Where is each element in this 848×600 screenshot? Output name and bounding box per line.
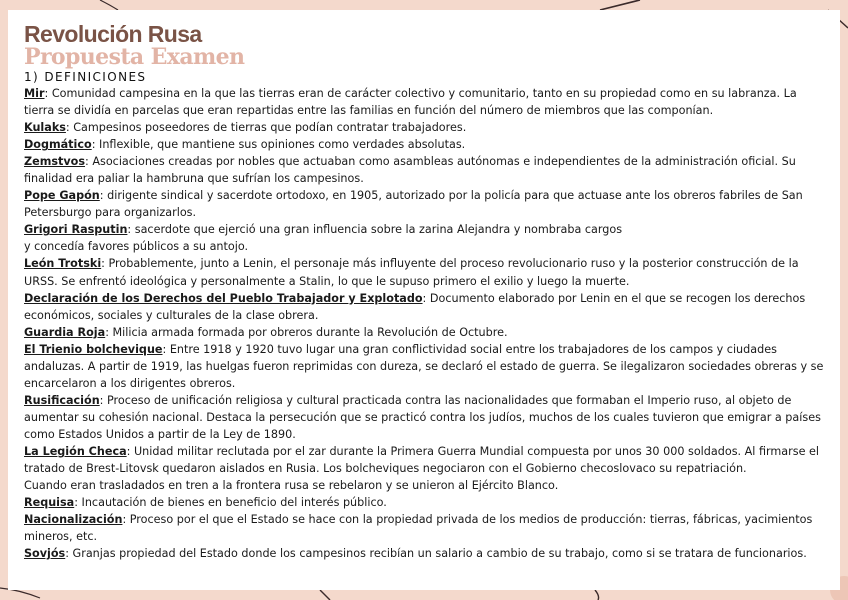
definition-text: : Milicia armada formada por obreros durante la Revolución de Octubre. (105, 325, 508, 339)
definition-text: : Granjas propiedad del Estado donde los campesinos recibían un salario a cambio de su trabajo, como si se tratara de funcionarios. (65, 547, 807, 561)
definition-term: Declaración de los Derechos del Pueblo Trabajador y Explotado (24, 291, 423, 305)
page-subtitle: Propuesta Examen (24, 44, 245, 70)
definition-text: : Campesinos poseedores de tierras que podían contratar trabajadores. (65, 121, 467, 135)
definition-text: : Comunidad campesina en la que las tierras eran de carácter colectivo y comunitario, tanto en su propiedad como en su labranza. La tierra se dividía en parcelas que eran repartidas entre las familias en función del número de miembros que las componían. (24, 87, 797, 118)
definition-text: : Probablemente, junto a Lenin, el personaje más influyente del proceso revolucionario ruso y la posterior construcción de la URSS. Se enfrentó ideológica y personalmente a Stalin, lo que le supuso primero el exilio y luego la muerte. (24, 257, 799, 288)
definition-text: : Incautación de bienes en beneficio del interés público. (74, 496, 387, 510)
definitions-list (24, 85, 828, 562)
definition-zemstvos (24, 153, 828, 187)
definition-text: : Unidad militar reclutada por el zar durante la Primera Guerra Mundial compuesta por unos 30 000 soldados. Al firmarse el tratado de Brest-Litovsk quedaron aislados en Rusia. Los bolcheviques negociaron con el Gobierno checoslovaco su repatriación. (24, 444, 820, 476)
definition-term: La Legión Checa (24, 444, 127, 458)
definition-leon-trotski (24, 255, 828, 289)
definition-text: : Documento elaborado por Lenin en el que se recogen los derechos económicos, sociales y culturales de la clase obrera. (24, 291, 806, 322)
definition-term: León Trotski (24, 257, 102, 271)
definition-requisa (24, 494, 828, 511)
definition-text: : sacerdote que ejerció una gran influencia sobre la zarina Alejandra y nombraba cargos (127, 223, 623, 237)
document-page (8, 10, 840, 590)
page-title: Revolución Rusa (24, 21, 202, 47)
definition-text-continued: Cuando eran trasladados en tren a la frontera rusa se rebelaron y se unieron al Ejército Blanco. (24, 479, 559, 493)
definition-sovjos (24, 545, 828, 562)
definition-legion-checa (24, 443, 828, 494)
definition-grigori-rasputin (24, 221, 828, 255)
definition-nacionalizacion (24, 511, 828, 545)
definition-text: : Proceso de unificación religiosa y cultural practicada contra las nacionalidades que formaban el Imperio ruso, al objeto de aumentar su cohesión nacional. Destaca la persecución que se practicó contra los judíos, muchos de los cuales tuvieron que emigrar a países como Estados Unidos a partir de la Ley de 1890. (24, 393, 821, 441)
definition-term: Requisa (24, 496, 75, 510)
definition-trienio-bolchevique (24, 341, 828, 392)
definition-guardia-roja (24, 324, 828, 341)
definition-term: Zemstvos (24, 155, 86, 169)
definition-text: : Asociaciones creadas por nobles que actuaban como asambleas autónomas e independientes de la administración oficial. Su finalidad era paliar la hambruna que sufrían los campesinos. (24, 155, 796, 186)
definition-rusificacion (24, 392, 828, 443)
definition-mir (24, 85, 828, 119)
definition-text: : Inflexible, que mantiene sus opiniones como verdades absolutas. (91, 138, 466, 152)
definition-term: El Trienio bolchevique (24, 342, 163, 356)
definition-text: : dirigente sindical y sacerdote ortodoxo, en 1905, autorizado por la policía para que actuase ante los obreros fabriles de San Petersburgo para organizarlos. (24, 189, 803, 220)
definition-term: Kulaks (24, 121, 66, 135)
definition-term: Grigori Rasputin (24, 223, 128, 237)
definition-pope-gapon (24, 187, 828, 221)
definition-term: Dogmático (24, 138, 92, 152)
definition-term: Rusificación (24, 393, 100, 407)
definition-text: : Proceso por el que el Estado se hace con la propiedad privada de los medios de producción: tierras, fábricas, yacimientos mineros, etc. (24, 513, 813, 544)
definition-kulaks (24, 119, 828, 136)
definition-term: Pope Gapón (24, 189, 100, 203)
definition-term: Guardia Roja (24, 325, 106, 339)
definition-term: Mir (24, 87, 45, 100)
definition-text-continued: y concedía favores públicos a su antojo. (24, 240, 249, 254)
definition-term: Nacionalización (24, 513, 123, 527)
definition-declaracion-derechos (24, 290, 828, 324)
definition-term: Sovjós (24, 547, 66, 561)
definition-text: : Entre 1918 y 1920 tuvo lugar una gran conflictividad social entre los trabajadores de los campos y ciudades andaluzas. A partir de 1919, las huelgas fueron reprimidas con dureza, se declaró el estado de guerra. Se ilegalizaron sociedades obreras y se encarcelaron a los dirigentes obreros. (24, 342, 824, 390)
section-heading: 1) DEFINICIONES (24, 70, 147, 84)
definition-dogmatico (24, 136, 828, 153)
